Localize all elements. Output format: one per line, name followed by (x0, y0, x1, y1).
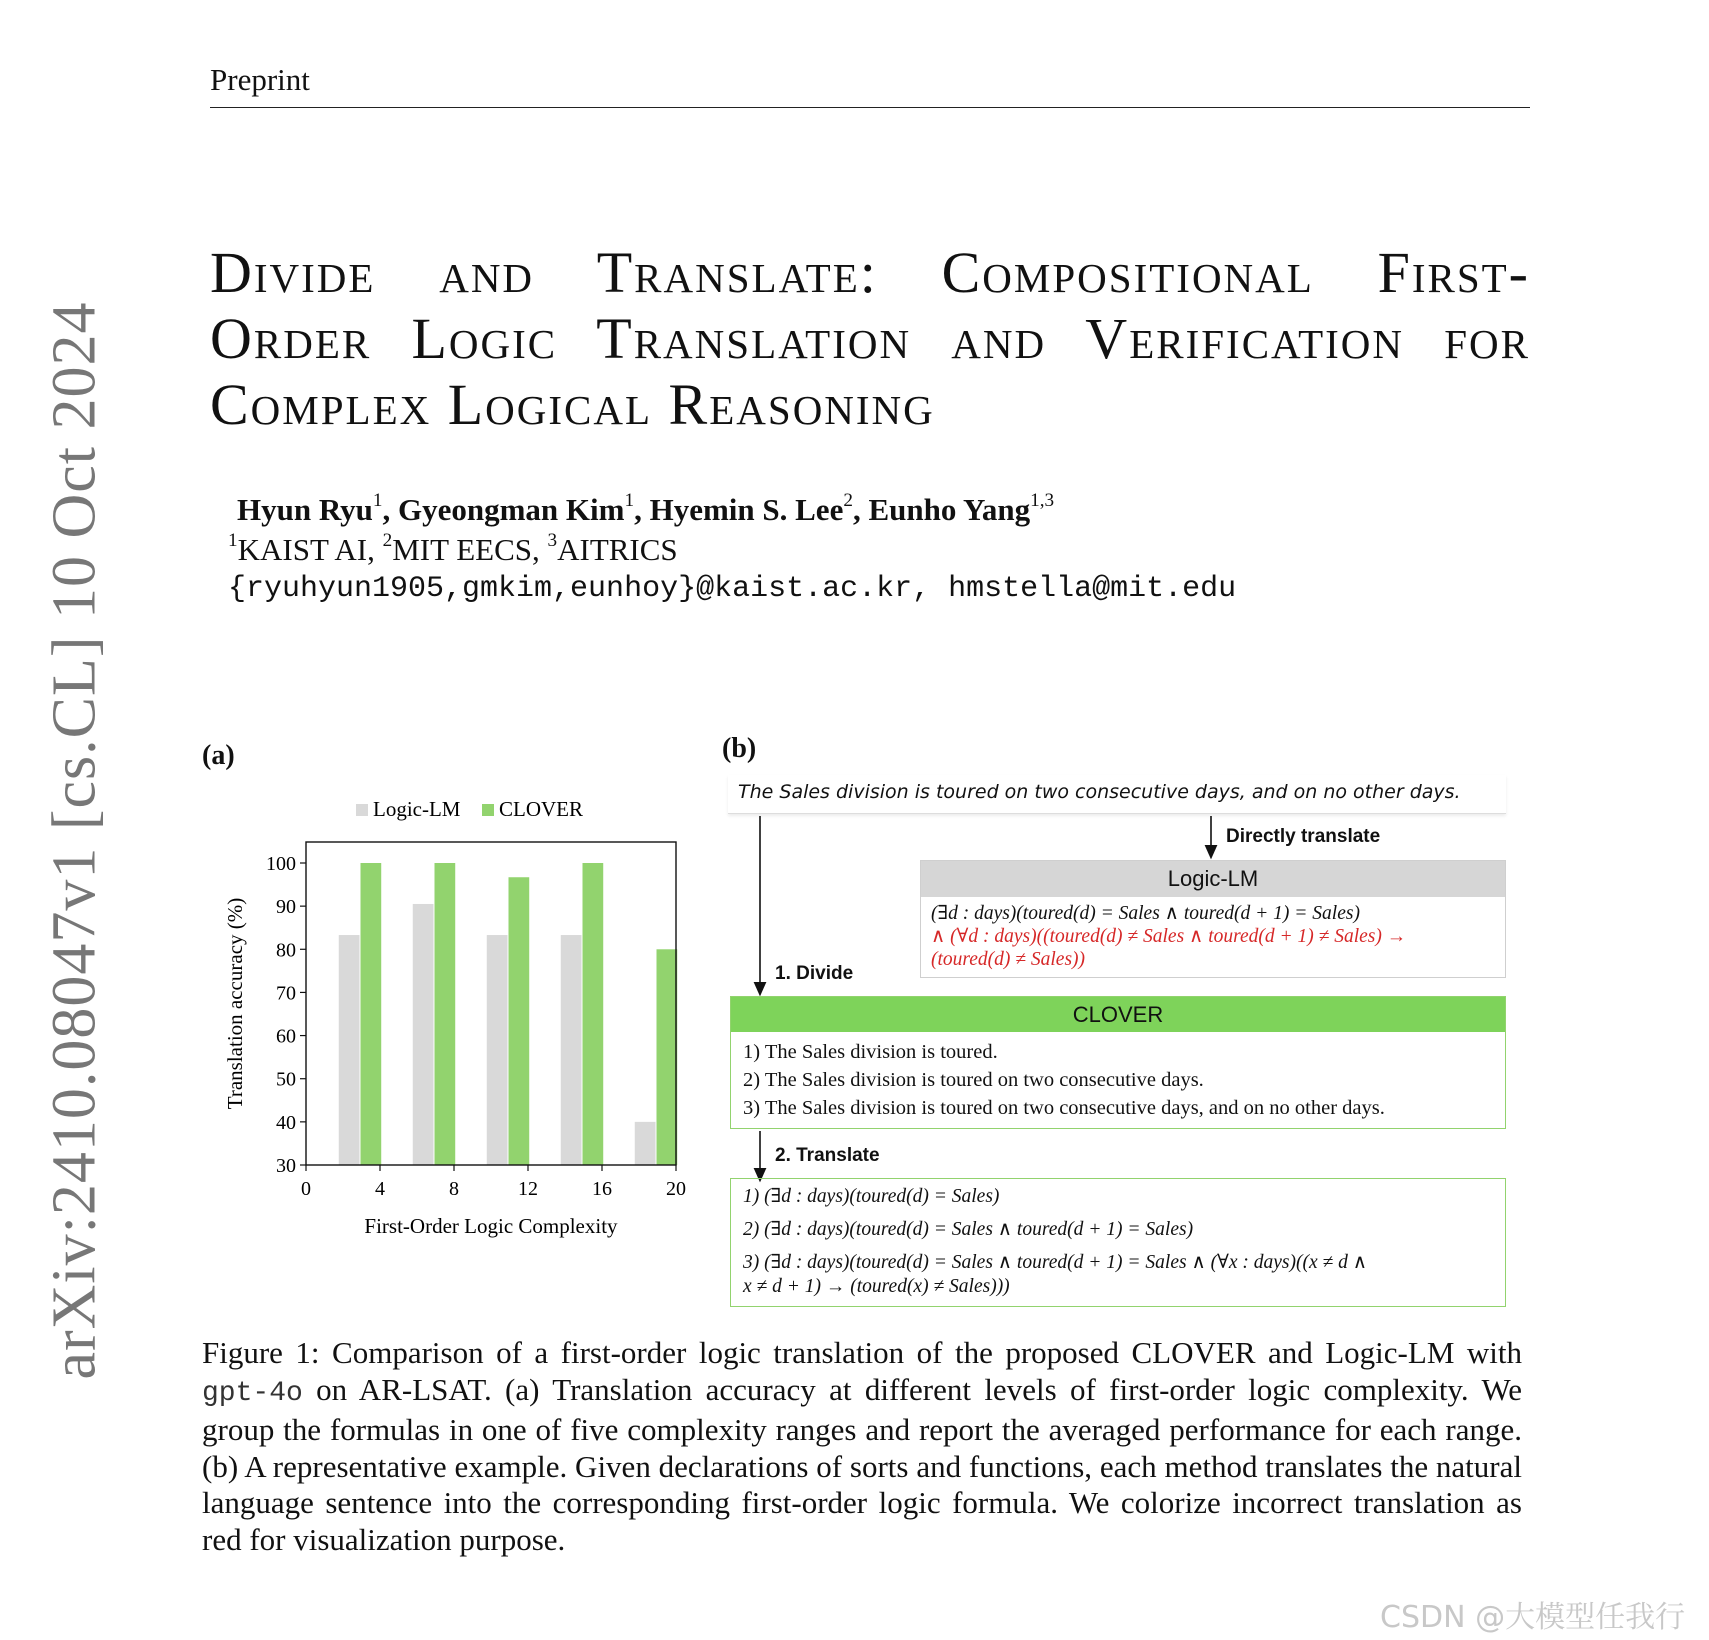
clover-step: 3) The Sales division is toured on two consecutive days, and on no other days. (743, 1097, 1385, 1119)
y-tick-label: 80 (276, 939, 296, 962)
author-list: Hyun Ryu$^1$, Gyeongman Kim$^1$, Hyemin S. Lee$^2$, Eunho Yang$^{1,3}$ (237, 489, 1055, 527)
y-tick-label: 100 (266, 853, 296, 875)
clover-box (730, 996, 1506, 1129)
legend-label-clover: CLOVER (499, 797, 583, 821)
x-axis-label: First-Order Logic Complexity (364, 1214, 618, 1238)
author-name: Hyemin S. Lee (649, 492, 844, 527)
affil-sup: 2 (382, 529, 393, 551)
author-name: Gyeongman Kim (398, 492, 625, 527)
translate-label: 2. Translate (775, 1145, 880, 1166)
divide-label: 1. Divide (775, 963, 854, 984)
title-line-3: Complex Logical Reasoning (210, 372, 935, 437)
title-line-1: Divide and Translate: Compositional First- (210, 240, 1530, 305)
y-tick-label: 70 (276, 982, 296, 1005)
translation-box (730, 1178, 1506, 1307)
affiliation: AITRICS (557, 532, 678, 567)
y-axis-label: Translation accuracy (%) (223, 897, 247, 1110)
translation-line: 1) (∃d : days)(toured(d) = Sales) (743, 1186, 1000, 1207)
formula-line-incorrect: ∧ (∀d : days)((toured(d) ≠ Sales ∧ toured(d + 1) ≠ Sales) → (931, 926, 1407, 947)
author-name: Eunho Yang (868, 492, 1031, 527)
formula-line-incorrect: (toured(d) ≠ Sales)) (931, 949, 1086, 970)
running-header: Preprint (210, 62, 310, 97)
author-sup: 1 (372, 489, 383, 511)
affiliation: MIT EECS (392, 532, 532, 567)
x-tick-label: 12 (518, 1178, 538, 1200)
x-tick-label: 20 (666, 1178, 686, 1200)
example-sentence: The Sales division is toured on two consecutive days, and on no other days. (738, 781, 1461, 803)
x-tick-label: 16 (592, 1178, 612, 1200)
title-line-2: Order Logic Translation and Verification for (210, 306, 1530, 371)
y-tick-label: 30 (276, 1155, 296, 1177)
affil-sup: 1 (228, 529, 238, 551)
panel-b-label: (b) (722, 733, 757, 764)
x-tick-label: 0 (301, 1178, 311, 1200)
x-tick-label: 4 (375, 1178, 385, 1200)
author-sup: 1 (624, 489, 635, 511)
logic-lm-header: Logic-LM (921, 861, 1505, 897)
translation-line: x ≠ d + 1) → (toured(x) ≠ Sales))) (743, 1276, 1010, 1297)
figure-caption (202, 1335, 1522, 1558)
watermark: CSDN @大模型任我行 (1380, 1600, 1686, 1635)
translation-line: 2) (∃d : days)(toured(d) = Sales ∧ toured(d + 1) = Sales) (743, 1219, 1194, 1240)
x-tick-label: 8 (449, 1178, 459, 1200)
author-sup: 2 (843, 489, 853, 511)
caption-model-name: gpt-4o (202, 1377, 303, 1409)
caption-label: Figure 1: (202, 1335, 320, 1370)
legend-label-logic-lm: Logic-LM (373, 797, 461, 821)
caption-text: on AR-LSAT. (a) Translation accuracy at different levels of first-order logic complexity. We group the formulas in one of five complexity ranges and report the averaged performance for each range. (b) A representative example. Given declarations of sorts and functions, each method translates the natural language sentence into the corresponding first-order logic formula. We colorize incorrect translation as red for visualization purpose. (202, 1371, 1522, 1557)
author-emails: {ryuhyun1905,gmkim,eunhoy}@kaist.ac.kr, hmstella@mit.edu (228, 572, 1237, 606)
logic-lm-box (920, 860, 1506, 978)
author-sup: 1,3 (1030, 489, 1055, 511)
clover-step: 1) The Sales division is toured. (743, 1041, 998, 1063)
affiliations: $^1$KAIST AI, $^2$MIT EECS, $^3$AITRICS (228, 529, 678, 567)
y-tick-label: 50 (276, 1068, 296, 1091)
formula-line: (∃d : days)(toured(d) = Sales ∧ toured(d + 1) = Sales) (931, 903, 1360, 924)
author-name: Hyun Ryu (237, 492, 373, 527)
y-tick-label: 60 (276, 1025, 296, 1048)
panel-a-label: (a) (202, 740, 235, 771)
directly-translate-label: Directly translate (1226, 826, 1381, 847)
clover-header: CLOVER (731, 997, 1505, 1032)
caption-text: Comparison of a first-order logic translation of the proposed CLOVER and Logic-LM with (332, 1335, 1522, 1370)
affiliation: KAIST AI (237, 532, 368, 567)
logic-lm-formula (921, 897, 1505, 971)
clover-steps (731, 1032, 1505, 1122)
y-tick-label: 90 (276, 896, 296, 919)
clover-step: 2) The Sales division is toured on two consecutive days. (743, 1069, 1204, 1091)
arxiv-stamp: arXiv:2410.08047v1 [cs.CL] 10 Oct 2024 (40, 301, 109, 1380)
translation-line: 3) (∃d : days)(toured(d) = Sales ∧ toured(d + 1) = Sales ∧ (∀x : days)((x ≠ d ∧ (743, 1252, 1367, 1273)
y-tick-label: 40 (276, 1111, 296, 1134)
affil-sup: 3 (547, 529, 558, 551)
